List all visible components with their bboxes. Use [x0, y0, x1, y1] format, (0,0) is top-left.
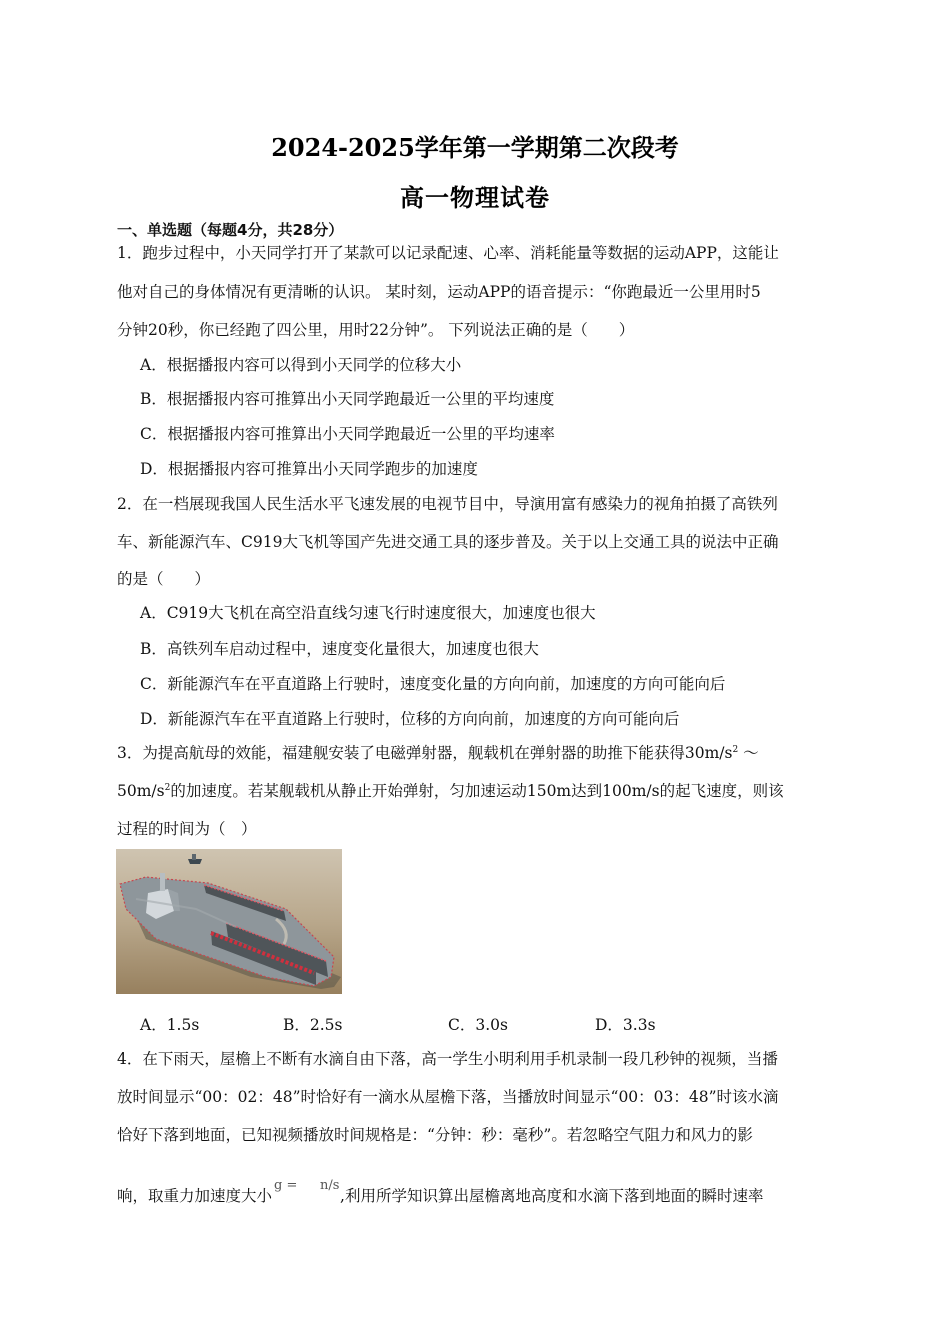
question-1-option-a: A．根据播报内容可以得到小天同学的位移大小: [140, 356, 462, 374]
formula-g: g =: [274, 1178, 298, 1193]
question-4-line-4-text: ,利用所学知识算出屋檐离地高度和水滴下落到地面的瞬时速率: [340, 1187, 764, 1205]
question-4-line-1: 4．在下雨天，屋檐上不断有水滴自由下落，高一学生小明利用手机录制一段几秒钟的视频，当播: [117, 1050, 778, 1068]
question-3-line-2-start: 50m/s: [117, 782, 165, 800]
question-3-option-d: D．3.3s: [595, 1016, 656, 1034]
question-1-option-b: B．根据播报内容可推算出小天同学跑最近一公里的平均速度: [140, 390, 555, 408]
question-1-line-1: 1．跑步过程中，小天同学打开了某款可以记录配速、心率、消耗能量等数据的运动APP，这能让: [117, 244, 779, 262]
question-4-line-2: 放时间显示“00：02：48”时恰好有一滴水从屋檐下落，当播放时间显示“00：03：48”时该水滴: [117, 1088, 779, 1106]
question-1-line-2: 他对自己的身体情况有更清晰的认识。 某时刻，运动APP的语音提示：“你跑最近一公里用时5: [117, 283, 761, 301]
tilde: ～: [738, 744, 759, 762]
section-heading: 一、单选题（每题4分，共28分）: [117, 221, 344, 239]
exam-title: 2024-2025学年第一学期第二次段考: [271, 133, 679, 162]
question-1-option-c: C．根据播报内容可推算出小天同学跑最近一公里的平均速率: [140, 425, 555, 443]
question-3-option-a: A．1.5s: [140, 1016, 200, 1034]
question-2-line-3: 的是（ ）: [117, 570, 211, 588]
superscript: 2: [164, 783, 171, 793]
question-3-option-c: C．3.0s: [448, 1016, 508, 1034]
question-3-line-2: [117, 781, 784, 801]
question-4-line-4: [117, 1178, 764, 1206]
question-2-line-2: 车、新能源汽车、C919大飞机等国产先进交通工具的逐步普及。关于以上交通工具的说法中正确: [117, 533, 779, 551]
question-4-line-3: 恰好下落到地面，已知视频播放时间规格是：“分钟：秒：毫秒”。若忽略空气阻力和风力的影: [117, 1126, 753, 1144]
formula-unit: n/s: [320, 1178, 340, 1193]
exam-subtitle: 高一物理试卷: [400, 183, 550, 212]
question-2-line-1: 2．在一档展现我国人民生活水平飞速发展的电视节目中，导演用富有感染力的视角拍摄了高铁列: [117, 495, 778, 513]
question-3-line-1-text: 3．为提高航母的效能，福建舰安装了电磁弹射器，舰载机在弹射器的助推下能获得30m/s: [117, 744, 733, 762]
gravity-formula: [272, 1178, 340, 1206]
question-2-option-b: B．高铁列车启动过程中，速度变化量很大，加速度也很大: [140, 640, 539, 658]
question-3-line-1: [117, 743, 759, 763]
superscript: 2: [732, 745, 739, 755]
question-2-option-a: A．C919大飞机在高空沿直线匀速飞行时速度很大，加速度也很大: [140, 604, 596, 622]
question-3-line-3: 过程的时间为（ ）: [117, 820, 257, 838]
question-3-option-b: B．2.5s: [283, 1016, 343, 1034]
question-1-option-d: D．根据播报内容可推算出小天同学跑步的加速度: [140, 460, 478, 478]
question-2-option-c: C．新能源汽车在平直道路上行驶时，速度变化量的方向向前，加速度的方向可能向后: [140, 675, 726, 693]
question-3-line-2-text: 的加速度。若某舰载机从静止开始弹射，匀加速运动150m达到100m/s的起飞速度，则该: [170, 782, 784, 800]
aircraft-carrier-image: [116, 849, 342, 994]
question-4-line-4-start: 响，取重力加速度大小: [117, 1187, 273, 1205]
question-2-option-d: D．新能源汽车在平直道路上行驶时，位移的方向向前，加速度的方向可能向后: [140, 710, 680, 728]
question-1-line-3: 分钟20秒，你已经跑了四公里，用时22分钟”。 下列说法正确的是（ ）: [117, 321, 635, 339]
